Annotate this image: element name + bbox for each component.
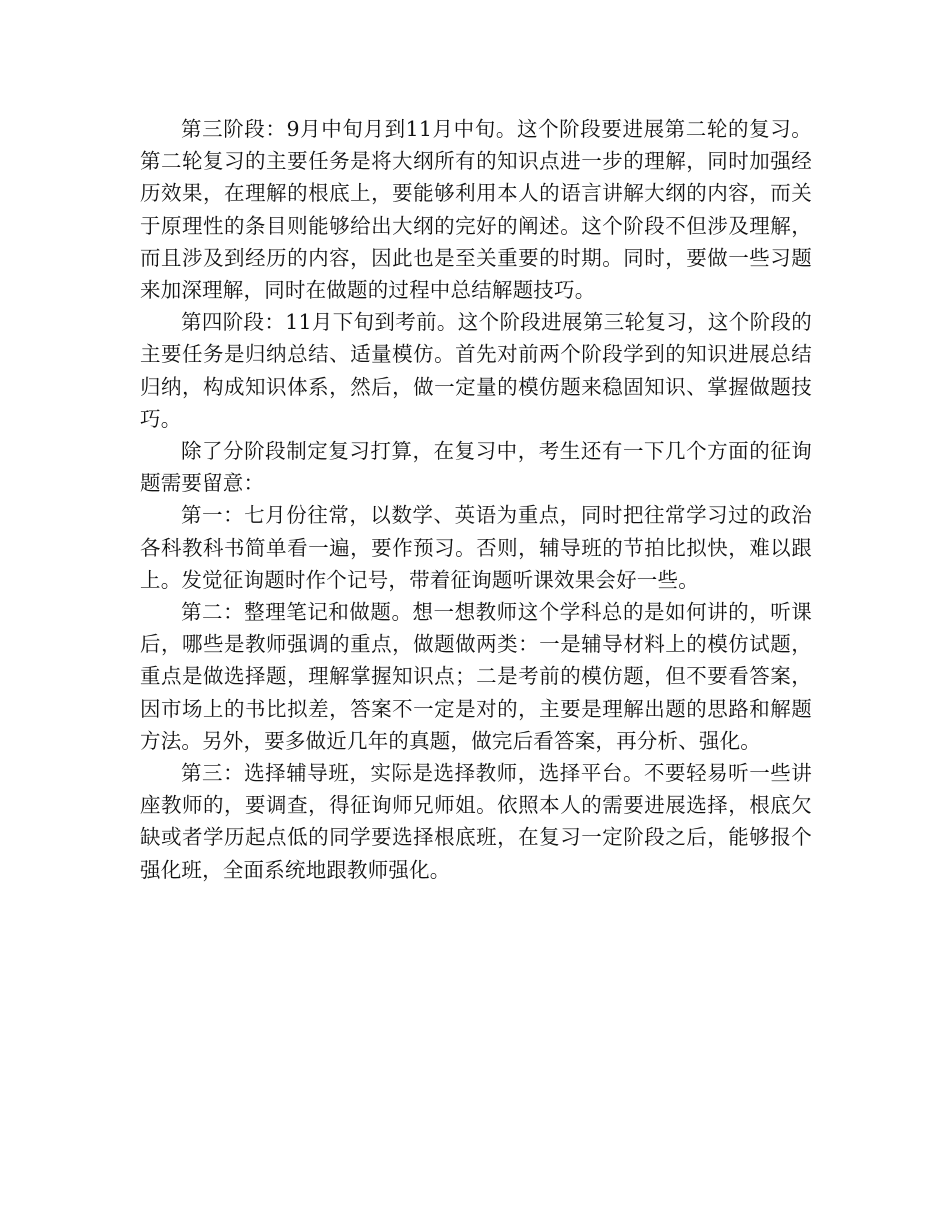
paragraph-stage-four: 第四阶段：11月下旬到考前。这个阶段进展第三轮复习，这个阶段的主要任务是归纳总结、适量模仿。首先对前两个阶段学到的知识进展总结归纳，构成知识体系，然后，做一定量的模仿题来稳固知识、掌握做题技巧。: [140, 310, 812, 431]
document-body: [140, 113, 812, 886]
paragraph-point-two: 第二：整理笔记和做题。想一想教师这个学科总的是如何讲的，听课后，哪些是教师强调的重点，做题做两类：一是辅导材料上的模仿试题，重点是做选择题，理解掌握知识点；二是考前的模仿题，但不要看答案，因市场上的书比拟差，答案不一定是对的，主要是理解出题的思路和解题方法。另外，要多做近几年的真题，做完后看答案，再分析、强化。: [140, 600, 812, 753]
paragraph-point-one: 第一：七月份往常，以数学、英语为重点，同时把往常学习过的政治各科教科书简单看一遍，要作预习。否则，辅导班的节拍比拟快，难以跟上。发觉征询题时作个记号，带着征询题听课效果会好一些。: [140, 503, 812, 592]
paragraph-point-three: 第三：选择辅导班，实际是选择教师，选择平台。不要轻易听一些讲座教师的，要调查，得征询师兄师姐。依照本人的需要进展选择，根底欠缺或者学历起点低的同学要选择根底班，在复习一定阶段之后，能够报个强化班，全面系统地跟教师强化。: [140, 761, 812, 882]
paragraph-stage-three: 第三阶段：9月中旬月到11月中旬。这个阶段要进展第二轮的复习。第二轮复习的主要任务是将大纲所有的知识点进一步的理解，同时加强经历效果，在理解的根底上，要能够利用本人的语言讲解大纲的内容，而关于原理性的条目则能够给出大纲的完好的阐述。这个阶段不但涉及理解，而且涉及到经历的内容，因此也是至关重要的时期。同时，要做一些习题来加深理解，同时在做题的过程中总结解题技巧。: [140, 117, 812, 303]
paragraph-notes-intro: 除了分阶段制定复习打算，在复习中，考生还有一下几个方面的征询题需要留意：: [140, 439, 812, 496]
